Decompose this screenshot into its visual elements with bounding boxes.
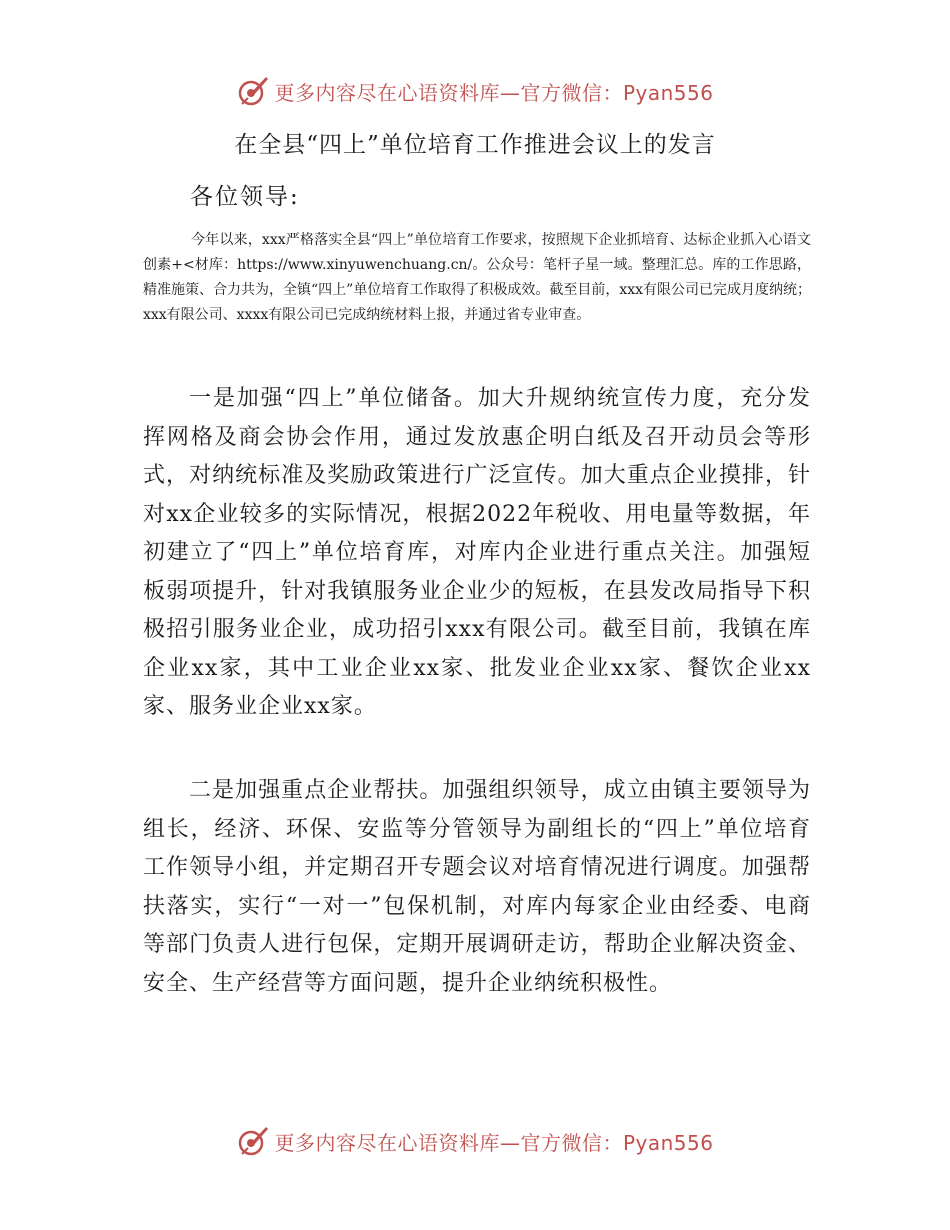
intro-paragraph: 今年以来，xxx严格落实全县“四上”单位培育工作要求，按照规下企业抓培育、达标企业抓入心语文创素+<材库：https://www.xinyuwenchuang.cn/。公众号：笔杆子星一域。整理汇总。库的工作思路，精准施策、合力共为，全镇“四上”单位培育工作取得了积极成效。截至目前，xxx有限公司已完成月度纳统；xxx有限公司、xxxx有限公司已完成纳统材料上报，并通过省专业审查。 bbox=[143, 232, 811, 323]
header-watermark-banner bbox=[0, 71, 950, 111]
quill-pen-logo-icon bbox=[236, 1124, 270, 1158]
greeting: 各位领导: bbox=[190, 184, 300, 210]
body-paragraph-2: 二是加强重点企业帮扶。加强组织领导，成立由镇主要领导为组长，经济、环保、安监等分管领导为副组长的“四上”单位培育工作领导小组，并定期召开专题会议对培育情况进行调度。加强帮扶落实，实行“一对一”包保机制，对库内每家企业由经委、电商等部门负责人进行包保，定期开展调研走访，帮助企业解决资金、安全、生产经营等方面问题，提升企业纳统积极性。 bbox=[143, 778, 811, 996]
document-title: 在全县“四上”单位培育工作推进会议上的发言 bbox=[234, 132, 716, 158]
quill-pen-logo-icon bbox=[236, 74, 270, 108]
watermark-text: 更多内容尽在心语资料库—官方微信：Pyan556 bbox=[274, 80, 714, 105]
watermark-text: 更多内容尽在心语资料库—官方微信：Pyan556 bbox=[274, 1130, 714, 1155]
footer-watermark-banner bbox=[0, 1121, 950, 1161]
body-paragraph-1: 一是加强“四上”单位储备。加大升规纳统宣传力度，充分发挥网格及商会协会作用，通过发放惠企明白纸及召开动员会等形式，对纳统标准及奖励政策进行广泛宣传。加大重点企业摸排，针对xx企业较多的实际情况，根据2022年税收、用电量等数据，年初建立了“四上”单位培育库，对库内企业进行重点关注。加强短板弱项提升，针对我镇服务业企业少的短板，在县发改局指导下积极招引服务业企业，成功招引xxx有限公司。截至目前，我镇在库企业xx家，其中工业企业xx家、批发业企业xx家、餐饮企业xx家、服务业企业xx家。 bbox=[143, 386, 811, 719]
